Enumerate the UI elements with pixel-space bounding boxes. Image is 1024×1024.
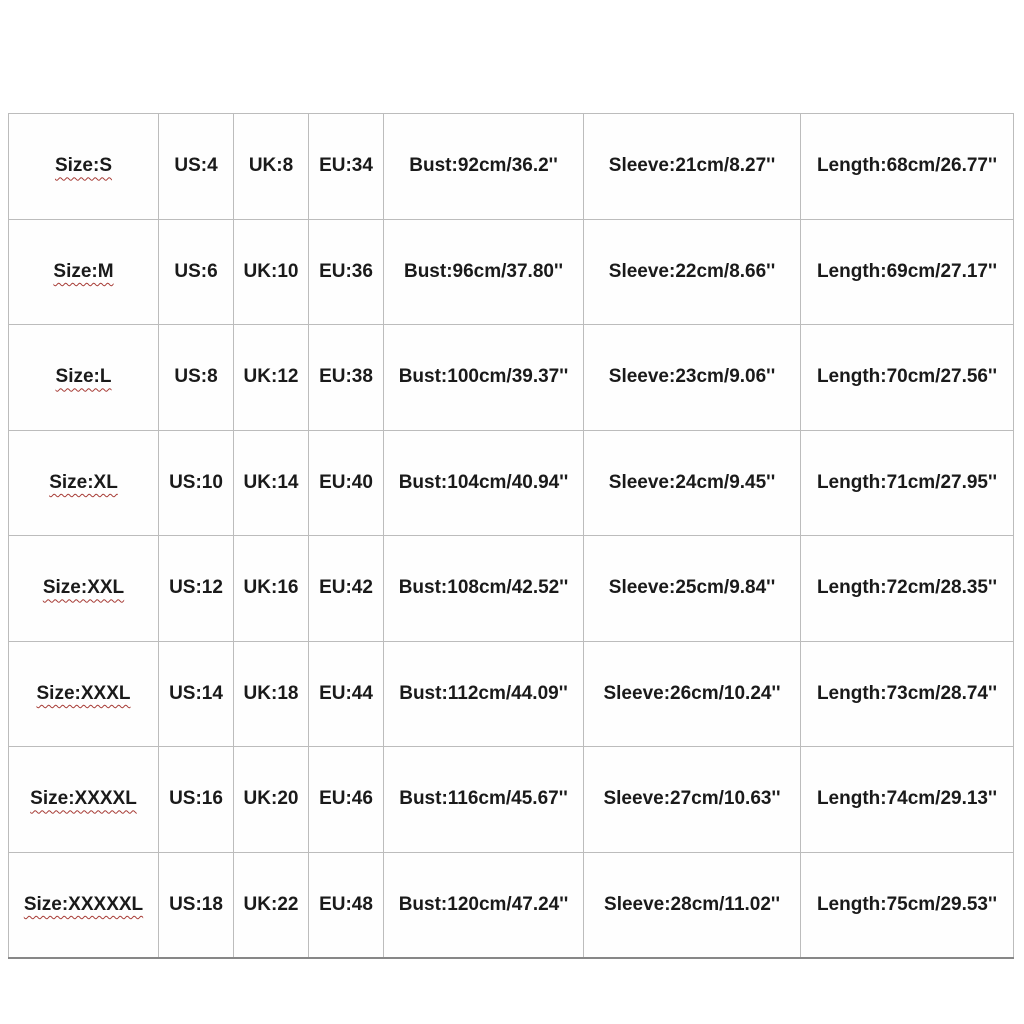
sleeve-cell: Sleeve:25cm/9.84'' <box>584 536 801 642</box>
size-table-row <box>9 641 1014 747</box>
us-size-cell: US:4 <box>159 114 234 220</box>
bust-cell: Bust:108cm/42.52'' <box>384 536 584 642</box>
size-label: Size:XXXXXL <box>23 893 144 915</box>
bust-cell: Bust:104cm/40.94'' <box>384 430 584 536</box>
bust-cell: Bust:96cm/37.80'' <box>384 219 584 325</box>
length-cell: Length:70cm/27.56'' <box>801 325 1014 431</box>
length-cell: Length:68cm/26.77'' <box>801 114 1014 220</box>
size-label-cell <box>9 219 159 325</box>
eu-size-cell: EU:36 <box>309 219 384 325</box>
sleeve-cell: Sleeve:22cm/8.66'' <box>584 219 801 325</box>
bust-cell: Bust:120cm/47.24'' <box>384 852 584 958</box>
size-label-cell <box>9 536 159 642</box>
size-label: Size:XL <box>49 471 118 493</box>
size-label: Size:XXL <box>42 577 125 599</box>
eu-size-cell: EU:34 <box>309 114 384 220</box>
us-size-cell: US:18 <box>159 852 234 958</box>
size-label: Size:L <box>55 366 112 388</box>
us-size-cell: US:12 <box>159 536 234 642</box>
us-size-cell: US:8 <box>159 325 234 431</box>
size-table-row <box>9 536 1014 642</box>
size-table-row <box>9 430 1014 536</box>
uk-size-cell: UK:10 <box>234 219 309 325</box>
size-chart-table <box>8 113 1014 959</box>
uk-size-cell: UK:14 <box>234 430 309 536</box>
size-label-cell <box>9 852 159 958</box>
uk-size-cell: UK:12 <box>234 325 309 431</box>
size-table-row <box>9 219 1014 325</box>
us-size-cell: US:14 <box>159 641 234 747</box>
bust-cell: Bust:116cm/45.67'' <box>384 747 584 853</box>
length-cell: Length:71cm/27.95'' <box>801 430 1014 536</box>
uk-size-cell: UK:22 <box>234 852 309 958</box>
uk-size-cell: UK:8 <box>234 114 309 220</box>
size-label: Size:S <box>54 155 113 177</box>
sleeve-cell: Sleeve:21cm/8.27'' <box>584 114 801 220</box>
uk-size-cell: UK:16 <box>234 536 309 642</box>
size-label-cell <box>9 325 159 431</box>
eu-size-cell: EU:44 <box>309 641 384 747</box>
bust-cell: Bust:100cm/39.37'' <box>384 325 584 431</box>
size-label: Size:M <box>53 260 114 282</box>
size-label: Size:XXXXL <box>30 788 137 810</box>
eu-size-cell: EU:42 <box>309 536 384 642</box>
sleeve-cell: Sleeve:23cm/9.06'' <box>584 325 801 431</box>
sleeve-cell: Sleeve:28cm/11.02'' <box>584 852 801 958</box>
size-table-row <box>9 114 1014 220</box>
eu-size-cell: EU:38 <box>309 325 384 431</box>
bust-cell: Bust:112cm/44.09'' <box>384 641 584 747</box>
eu-size-cell: EU:46 <box>309 747 384 853</box>
size-table-row <box>9 325 1014 431</box>
uk-size-cell: UK:20 <box>234 747 309 853</box>
size-table-body <box>9 114 1014 959</box>
length-cell: Length:73cm/28.74'' <box>801 641 1014 747</box>
bust-cell: Bust:92cm/36.2'' <box>384 114 584 220</box>
size-table-row <box>9 852 1014 958</box>
length-cell: Length:69cm/27.17'' <box>801 219 1014 325</box>
us-size-cell: US:10 <box>159 430 234 536</box>
sleeve-cell: Sleeve:24cm/9.45'' <box>584 430 801 536</box>
length-cell: Length:74cm/29.13'' <box>801 747 1014 853</box>
eu-size-cell: EU:48 <box>309 852 384 958</box>
uk-size-cell: UK:18 <box>234 641 309 747</box>
size-label-cell <box>9 747 159 853</box>
size-label: Size:XXXL <box>36 682 131 704</box>
sleeve-cell: Sleeve:27cm/10.63'' <box>584 747 801 853</box>
size-table-row <box>9 747 1014 853</box>
sleeve-cell: Sleeve:26cm/10.24'' <box>584 641 801 747</box>
eu-size-cell: EU:40 <box>309 430 384 536</box>
size-label-cell <box>9 430 159 536</box>
length-cell: Length:72cm/28.35'' <box>801 536 1014 642</box>
us-size-cell: US:6 <box>159 219 234 325</box>
length-cell: Length:75cm/29.53'' <box>801 852 1014 958</box>
size-label-cell <box>9 641 159 747</box>
us-size-cell: US:16 <box>159 747 234 853</box>
size-label-cell <box>9 114 159 220</box>
